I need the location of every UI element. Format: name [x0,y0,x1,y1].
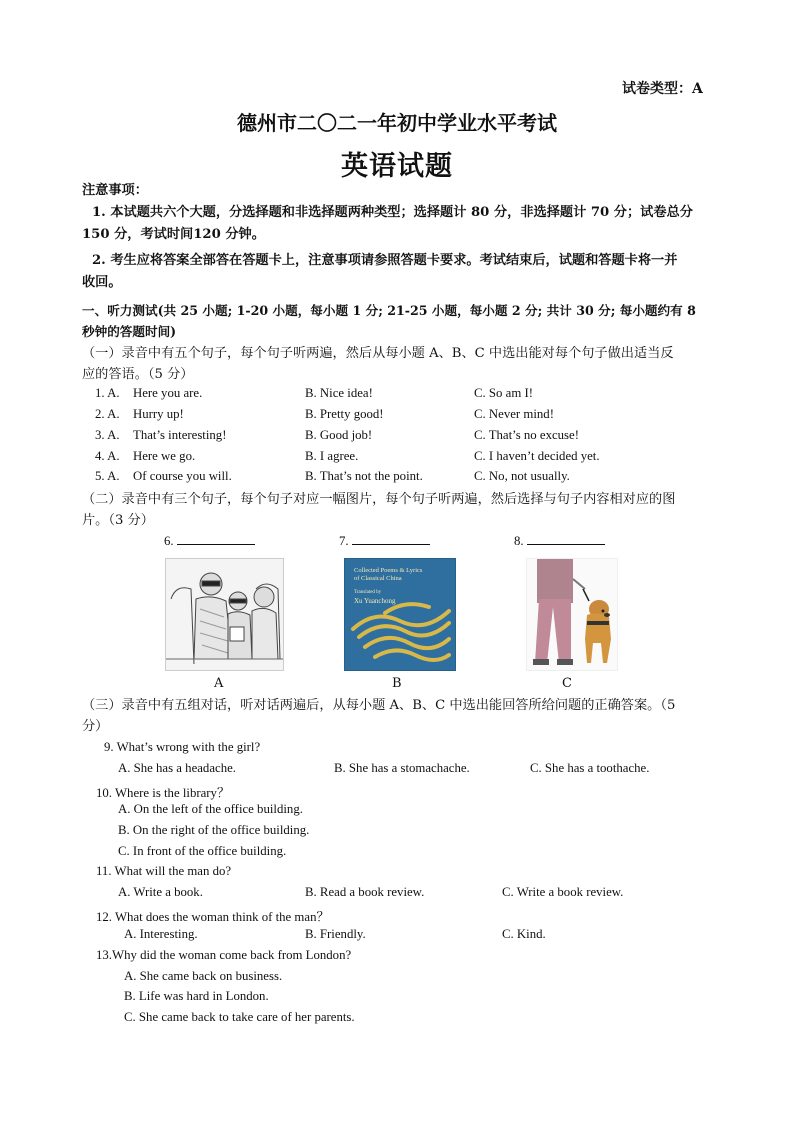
q13-option-a: A. She came back on business. [124,969,283,983]
q12-option-b: B. Friendly. [305,927,366,941]
q1-option-a: Here you are. [133,386,203,400]
q4-option-b: B. I agree. [305,449,359,463]
q5-number: 5. A. [95,469,120,483]
book-title-line2: of Classical China [354,575,402,582]
part3-instruction-line2: 分） [82,719,109,734]
q3-option-a: That’s interesting! [133,428,227,442]
q13-option-c: C. She came back to take care of her parents. [124,1010,355,1024]
q3-option-c: C. That’s no excuse! [474,428,579,442]
q9-option-c: C. She has a toothache. [530,761,650,775]
q1-option-c: C. So am I! [474,386,534,400]
q11-option-b: B. Read a book review. [305,885,425,899]
picture-label-a: A [214,676,224,691]
q9-option-b: B. She has a stomachache. [334,761,470,775]
q13-option-b: B. Life was hard in London. [124,989,269,1003]
q4-option-a: Here we go. [133,449,196,463]
q10-option-a: A. On the left of the office building. [118,802,303,816]
note-2-line2: 收回。 [82,275,122,290]
exam-title: 德州市二〇二一年初中学业水平考试 [237,111,557,135]
blank-6: 6. [164,532,255,549]
q2-option-a: Hurry up! [133,407,184,421]
q3-number: 3. A. [95,428,120,442]
q4-option-c: C. I haven’t decided yet. [474,449,600,463]
q9-option-a: A. She has a headache. [118,761,236,775]
note-1-line2: 150 分，考试时间120 分钟。 [82,227,265,242]
q9-question: 9. What’s wrong with the girl? [104,740,261,754]
blank-7: 7. [339,532,430,549]
book-translator-line2: Xu Yuanchong [354,597,396,605]
part3-instruction-line1: （三）录音中有五组对话，听对话两遍后，从每小题 A、B、C 中选出能回答所给问题的正确答案。（5 [82,698,676,713]
q10-option-b: B. On the right of the office building. [118,823,310,837]
q12-question: 12. What does the woman think of the man？ [96,910,330,924]
picture-label-b: B [392,676,402,691]
section1-heading-line1: 一、听力测试(共 25 小题; 1-20 小题，每小题 1 分; 21-25 小题，每小题 2 分; 共计 30 分; 每小题约有 8 [82,303,696,318]
exam-subtitle: 英语试题 [341,151,453,182]
q5-option-a: Of course you will. [133,469,232,483]
part1-instruction-line1: （一）录音中有五个句子，每个句子听两遍，然后从每小题 A、B、C 中选出能对每个句子做出适当反 [82,346,674,361]
q2-option-b: B. Pretty good! [305,407,384,421]
q10-question: 10. Where is the library？ [96,786,230,800]
picture-label-c: C [562,676,572,691]
paper-type: 试卷类型：A [622,81,703,97]
q11-question: 11. What will the man do? [96,864,232,878]
note-1-line1: 1. 本试题共六个大题，分选择题和非选择题两种类型；选择题计 80 分，非选择题计 70 分；试卷总分 [92,205,693,220]
blank-8: 8. [514,532,605,549]
q1-number: 1. A. [95,386,120,400]
part2-instruction-line2: 片。（3 分） [82,513,154,528]
q5-option-c: C. No, not usually. [474,469,570,483]
q12-option-a: A. Interesting. [124,927,198,941]
picture-c-guide-dog [526,558,618,671]
q3-option-b: B. Good job! [305,428,373,442]
q2-option-c: C. Never mind! [474,407,554,421]
q10-option-c: C. In front of the office building. [118,844,287,858]
notes-heading: 注意事项： [82,183,148,198]
q2-number: 2. A. [95,407,120,421]
book-translator-line1: Translated by [354,590,382,595]
q4-number: 4. A. [95,449,120,463]
q12-option-c: C. Kind. [502,927,546,941]
q13-question: 13.Why did the woman come back from London? [96,948,352,962]
section1-heading-line2: 秒钟的答题时间) [82,324,177,339]
q11-option-a: A. Write a book. [118,885,203,899]
part1-instruction-line2: 应的答语。（5 分） [82,367,194,382]
q5-option-b: B. That’s not the point. [305,469,423,483]
book-title-line1: Collected Poems & Lyrics [354,567,423,574]
q1-option-b: B. Nice idea! [305,386,373,400]
part2-instruction-line1: （二）录音中有三个句子，每个句子对应一幅图片，每个句子听两遍，然后选择与句子内容相对应的图 [82,492,676,507]
q11-option-c: C. Write a book review. [502,885,624,899]
picture-b-book-cover [344,558,456,671]
picture-a-cinema [165,558,284,671]
note-2-line1: 2. 考生应将答案全部答在答题卡上，注意事项请参照答题卡要求。考试结束后，试题和答题卡将一并 [92,253,678,268]
